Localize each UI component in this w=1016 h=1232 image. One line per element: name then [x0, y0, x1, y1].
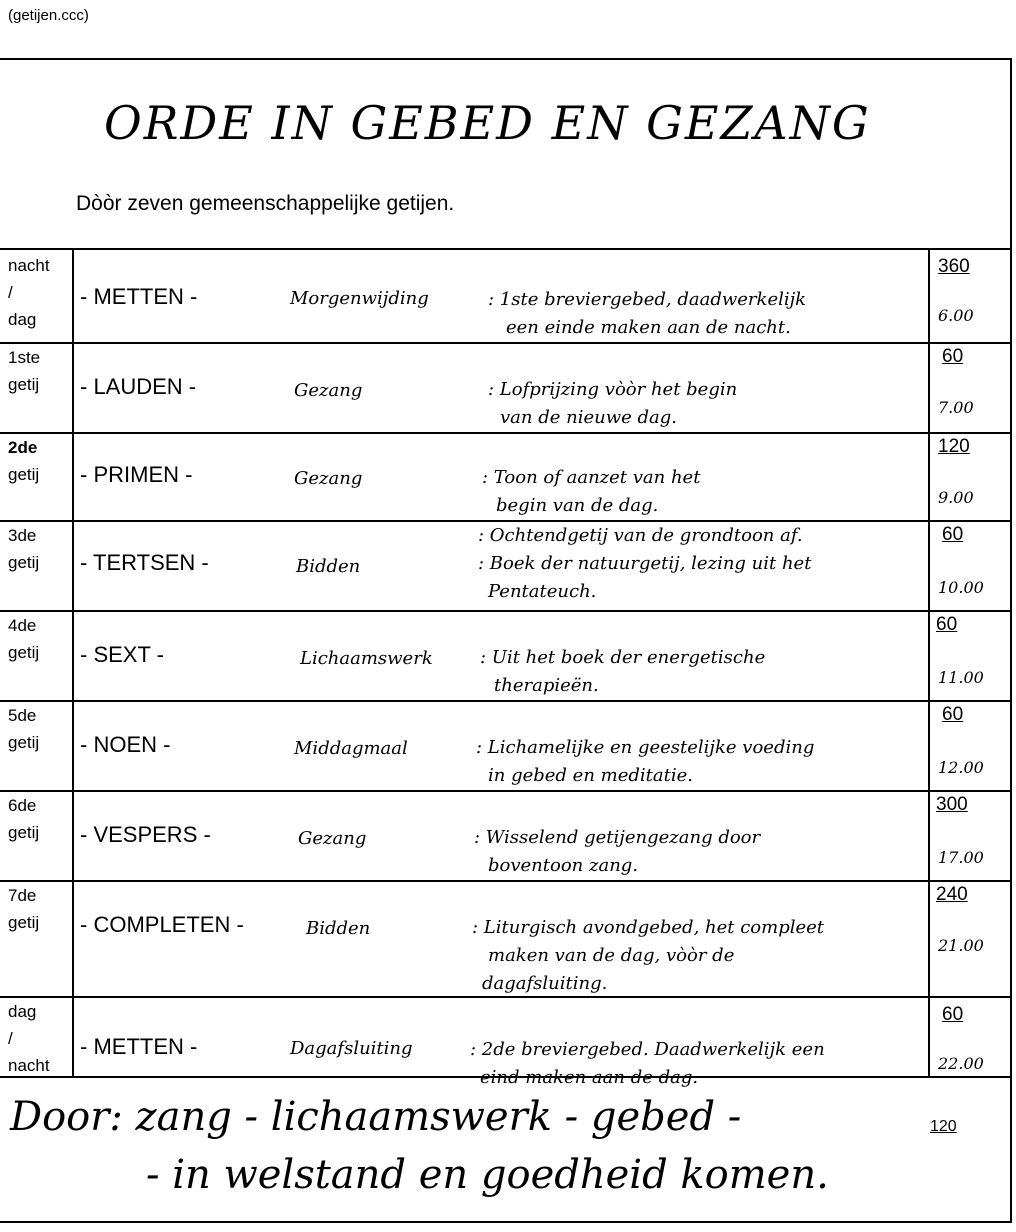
row-category: Bidden [296, 556, 361, 577]
row-name: - TERTSEN - [80, 550, 209, 575]
row-label: 4de getij [8, 616, 40, 662]
row-duration: 60 [936, 614, 958, 635]
row-description: : Liturgisch avondgebed, het compleet maken van de dag, vòòr de dagafsluiting. [472, 917, 825, 994]
row-category: Middagmaal [294, 738, 408, 759]
row-duration: 120 [938, 436, 970, 457]
row-duration: 60 [942, 704, 964, 725]
row-duration: 360 [938, 256, 970, 277]
row-duration: 60 [942, 524, 964, 545]
row-description: : Uit het boek der energetische therapieën. [480, 647, 766, 696]
row-time: 17.00 [938, 848, 984, 867]
row-time: 10.00 [938, 578, 984, 597]
row-category: Gezang [298, 828, 367, 849]
row-description: : 1ste breviergebed, daadwerkelijk een einde maken aan de nacht. [488, 289, 807, 338]
row-description: : Ochtendgetij van de grondtoon af. : Boek der natuurgetij, lezing uit het Pentateuch. [478, 525, 812, 602]
table-row [0, 250, 1012, 344]
schedule-table [0, 248, 1012, 1088]
row-name: - PRIMEN - [80, 462, 193, 487]
row-duration: 60 [942, 346, 964, 367]
row-time: 21.00 [938, 936, 984, 955]
row-duration: 60 [942, 1004, 964, 1025]
row-label: dag / nacht [8, 1002, 50, 1075]
row-description: : Lofprijzing vòòr het begin van de nieuwe dag. [488, 379, 738, 428]
footer-line-1: Door: zang - lichaamswerk - gebed - [10, 1094, 742, 1140]
table-row [0, 610, 1012, 702]
row-category: Gezang [294, 380, 363, 401]
row-name: - NOEN - [80, 732, 171, 757]
table-row [0, 996, 1012, 1088]
row-time: 11.00 [938, 668, 984, 687]
row-duration: 240 [936, 884, 968, 905]
row-name: - COMPLETEN - [80, 912, 244, 937]
page-title: ORDE IN GEBED EN GEZANG [104, 96, 871, 150]
table-row [0, 880, 1012, 998]
row-category: Bidden [306, 918, 371, 939]
row-description: : Wisselend getijengezang door boventoon zang. [474, 827, 761, 876]
page-subtitle: Dòòr zeven gemeenschappelijke getijen. [76, 192, 455, 215]
row-description: : 2de breviergebed. Daadwerkelijk een eind maken aan de dag. [470, 1039, 825, 1088]
row-label: 2de getij [8, 438, 40, 484]
row-category: Morgenwijding [290, 288, 429, 309]
row-name: - METTEN - [80, 1034, 198, 1059]
row-time: 12.00 [938, 758, 984, 777]
table-row [0, 700, 1012, 792]
row-duration: 300 [936, 794, 968, 815]
table-row [0, 432, 1012, 522]
row-time: 7.00 [938, 398, 974, 417]
row-label: 6de getij [8, 796, 40, 842]
row-category: Lichaamswerk [300, 648, 433, 669]
row-label: 1ste getij [8, 348, 41, 394]
row-label: 5de getij [8, 706, 40, 752]
row-label: 3de getij [8, 526, 40, 572]
table-row [0, 790, 1012, 882]
row-time: 9.00 [938, 488, 974, 507]
row-name: - METTEN - [80, 284, 198, 309]
row-time: 6.00 [938, 306, 974, 325]
row-name: - SEXT - [80, 642, 164, 667]
file-label: (getijen.ccc) [8, 7, 89, 24]
row-name: - LAUDEN - [80, 374, 197, 399]
table-row [0, 342, 1012, 434]
row-label: 7de getij [8, 886, 40, 932]
row-name: - VESPERS - [80, 822, 211, 847]
row-category: Gezang [294, 468, 363, 489]
table-row [0, 520, 1012, 612]
row-label: nacht / dag [8, 256, 50, 329]
row-description: : Toon of aanzet van het begin van de dag. [482, 467, 701, 516]
row-time: 22.00 [938, 1054, 984, 1073]
row-category: Dagafsluiting [290, 1038, 413, 1059]
footer-line-2: - in welstand en goedheid komen. [146, 1152, 829, 1198]
row-description: : Lichamelijke en geestelijke voeding in gebed en meditatie. [476, 737, 815, 786]
footer-number: 120 [930, 1118, 957, 1135]
